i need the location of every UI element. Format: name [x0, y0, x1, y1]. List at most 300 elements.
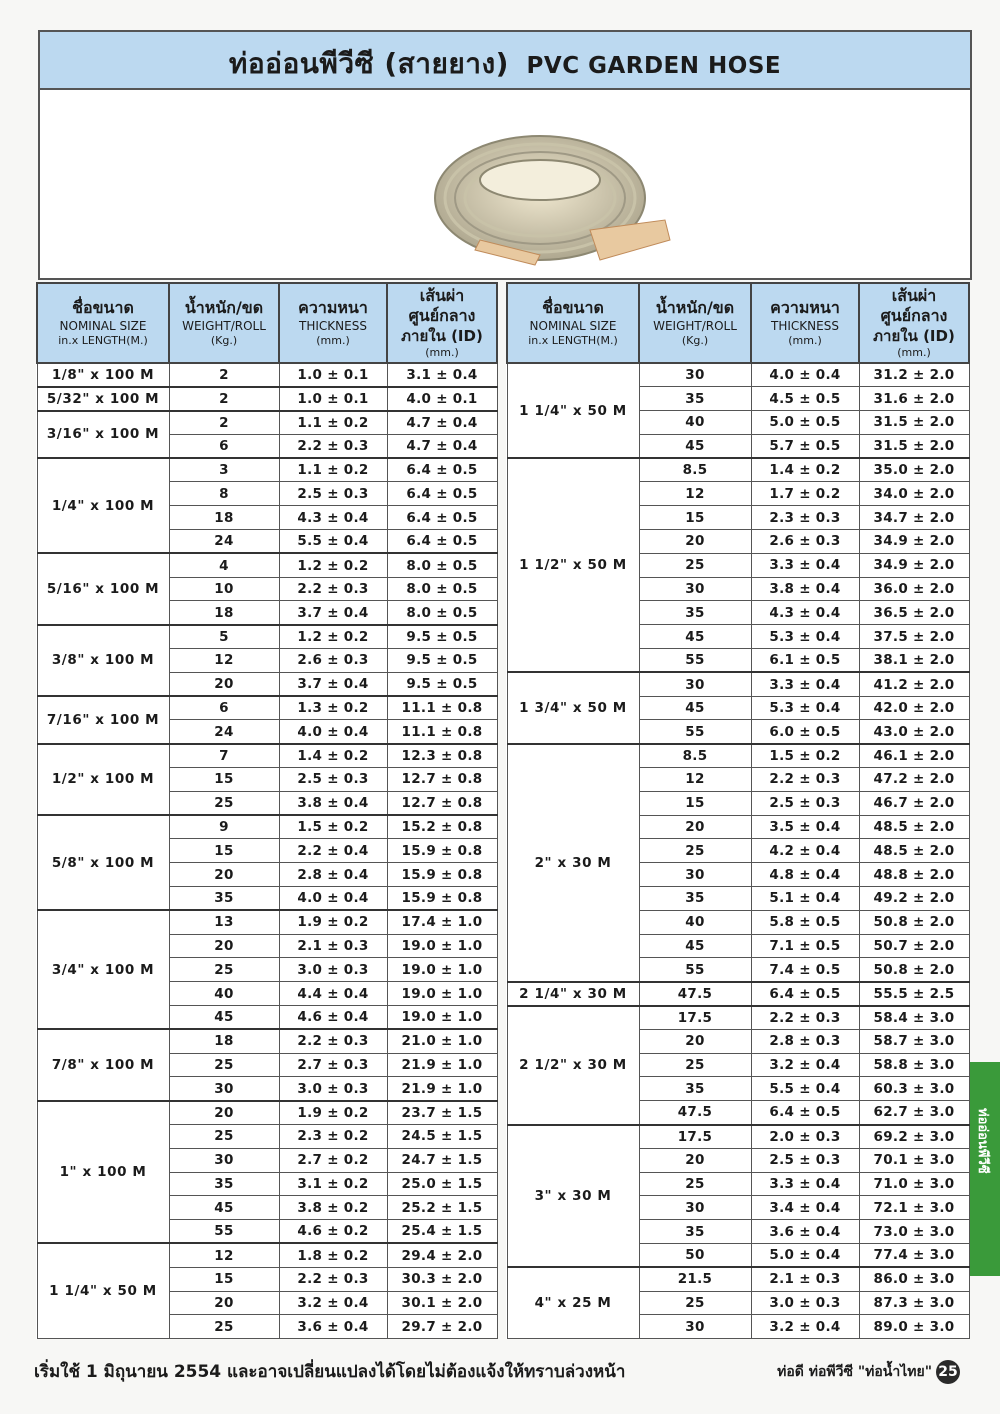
thickness-cell: 3.2 ± 0.4: [751, 1053, 859, 1077]
weight-cell: 2: [169, 411, 279, 435]
weight-cell: 25: [639, 1053, 751, 1077]
inner-diameter-cell: 36.5 ± 2.0: [859, 601, 969, 625]
thickness-cell: 3.2 ± 0.4: [279, 1291, 387, 1315]
weight-cell: 15: [169, 839, 279, 863]
weight-cell: 45: [169, 1006, 279, 1030]
thickness-cell: 3.6 ± 0.4: [751, 1220, 859, 1244]
weight-cell: 45: [169, 1196, 279, 1220]
thickness-cell: 3.3 ± 0.4: [751, 1172, 859, 1196]
thickness-cell: 1.4 ± 0.2: [751, 458, 859, 482]
side-tab-label: ท่ออ่อนพีวีซี: [975, 1108, 990, 1174]
thickness-cell: 2.6 ± 0.3: [279, 649, 387, 673]
header-size-thai: ชื่อขนาด: [542, 298, 604, 317]
thickness-cell: 6.4 ± 0.5: [751, 1101, 859, 1125]
thickness-cell: 1.9 ± 0.2: [279, 910, 387, 934]
header-size-thai: ชื่อขนาด: [72, 298, 134, 317]
thickness-cell: 3.7 ± 0.4: [279, 672, 387, 696]
thickness-cell: 2.8 ± 0.4: [279, 863, 387, 887]
thickness-cell: 1.2 ± 0.2: [279, 553, 387, 577]
header-id: [859, 283, 969, 363]
weight-cell: 55: [169, 1220, 279, 1244]
thickness-cell: 1.0 ± 0.1: [279, 387, 387, 411]
weight-cell: 45: [639, 625, 751, 649]
nominal-size-cell: 1/4" x 100 M: [37, 458, 169, 553]
table-row: [37, 625, 497, 649]
thickness-cell: 1.2 ± 0.2: [279, 625, 387, 649]
weight-cell: 12: [639, 768, 751, 792]
nominal-size-cell: 3/8" x 100 M: [37, 625, 169, 696]
table-row: [37, 458, 497, 482]
inner-diameter-cell: 43.0 ± 2.0: [859, 720, 969, 744]
weight-cell: 9: [169, 815, 279, 839]
thickness-cell: 6.0 ± 0.5: [751, 720, 859, 744]
inner-diameter-cell: 38.1 ± 2.0: [859, 649, 969, 673]
right-table-body: [507, 363, 969, 1339]
inner-diameter-cell: 9.5 ± 0.5: [387, 672, 497, 696]
inner-diameter-cell: 50.7 ± 2.0: [859, 934, 969, 958]
thickness-cell: 3.7 ± 0.4: [279, 601, 387, 625]
weight-cell: 25: [639, 553, 751, 577]
inner-diameter-cell: 21.9 ± 1.0: [387, 1053, 497, 1077]
thickness-cell: 5.1 ± 0.4: [751, 887, 859, 911]
inner-diameter-cell: 48.8 ± 2.0: [859, 863, 969, 887]
thickness-cell: 3.3 ± 0.4: [751, 672, 859, 696]
header-thickness-unit: (mm.): [316, 334, 350, 347]
weight-cell: 35: [639, 601, 751, 625]
inner-diameter-cell: 25.4 ± 1.5: [387, 1220, 497, 1244]
weight-cell: 20: [639, 1029, 751, 1053]
weight-cell: 30: [639, 1196, 751, 1220]
weight-cell: 55: [639, 649, 751, 673]
inner-diameter-cell: 8.0 ± 0.5: [387, 553, 497, 577]
weight-cell: 2: [169, 387, 279, 411]
inner-diameter-cell: 15.9 ± 0.8: [387, 839, 497, 863]
weight-cell: 45: [639, 696, 751, 720]
nominal-size-cell: 7/8" x 100 M: [37, 1029, 169, 1100]
inner-diameter-cell: 12.3 ± 0.8: [387, 744, 497, 768]
inner-diameter-cell: 19.0 ± 1.0: [387, 934, 497, 958]
nominal-size-cell: 1/8" x 100 M: [37, 363, 169, 387]
header-weight: [169, 283, 279, 363]
weight-cell: 40: [639, 411, 751, 435]
thickness-cell: 4.8 ± 0.4: [751, 863, 859, 887]
inner-diameter-cell: 15.9 ± 0.8: [387, 887, 497, 911]
inner-diameter-cell: 34.9 ± 2.0: [859, 553, 969, 577]
footer-brand-area: [777, 1360, 960, 1384]
inner-diameter-cell: 60.3 ± 3.0: [859, 1077, 969, 1101]
header-thickness: [279, 283, 387, 363]
thickness-cell: 5.0 ± 0.5: [751, 411, 859, 435]
header-weight: [639, 283, 751, 363]
thickness-cell: 2.5 ± 0.3: [751, 1148, 859, 1172]
weight-cell: 30: [639, 1315, 751, 1339]
nominal-size-cell: 2 1/2" x 30 M: [507, 1006, 639, 1125]
inner-diameter-cell: 41.2 ± 2.0: [859, 672, 969, 696]
weight-cell: 25: [169, 1053, 279, 1077]
thickness-cell: 3.8 ± 0.4: [279, 791, 387, 815]
thickness-cell: 5.0 ± 0.4: [751, 1243, 859, 1267]
weight-cell: 20: [639, 530, 751, 554]
thickness-cell: 1.8 ± 0.2: [279, 1243, 387, 1267]
inner-diameter-cell: 36.0 ± 2.0: [859, 577, 969, 601]
inner-diameter-cell: 46.7 ± 2.0: [859, 791, 969, 815]
weight-cell: 35: [169, 887, 279, 911]
table-row: [37, 387, 497, 411]
inner-diameter-cell: 6.4 ± 0.5: [387, 482, 497, 506]
weight-cell: 6: [169, 696, 279, 720]
header-weight-en: WEIGHT/ROLL: [182, 319, 266, 333]
weight-cell: 35: [169, 1172, 279, 1196]
thickness-cell: 2.2 ± 0.3: [279, 577, 387, 601]
weight-cell: 47.5: [639, 982, 751, 1006]
inner-diameter-cell: 11.1 ± 0.8: [387, 720, 497, 744]
weight-cell: 17.5: [639, 1125, 751, 1149]
table-row: [507, 1267, 969, 1291]
thickness-cell: 4.3 ± 0.4: [279, 506, 387, 530]
inner-diameter-cell: 4.0 ± 0.1: [387, 387, 497, 411]
header-thickness: [751, 283, 859, 363]
inner-diameter-cell: 50.8 ± 2.0: [859, 910, 969, 934]
thickness-cell: 1.1 ± 0.2: [279, 411, 387, 435]
thickness-cell: 2.0 ± 0.3: [751, 1125, 859, 1149]
inner-diameter-cell: 15.9 ± 0.8: [387, 863, 497, 887]
weight-cell: 12: [169, 1243, 279, 1267]
inner-diameter-cell: 62.7 ± 3.0: [859, 1101, 969, 1125]
inner-diameter-cell: 46.1 ± 2.0: [859, 744, 969, 768]
inner-diameter-cell: 4.7 ± 0.4: [387, 411, 497, 435]
nominal-size-cell: 3" x 30 M: [507, 1125, 639, 1268]
thickness-cell: 1.4 ± 0.2: [279, 744, 387, 768]
table-row: [37, 910, 497, 934]
table-row: [507, 1125, 969, 1149]
thickness-cell: 4.6 ± 0.4: [279, 1006, 387, 1030]
inner-diameter-cell: 4.7 ± 0.4: [387, 434, 497, 458]
thickness-cell: 4.0 ± 0.4: [279, 720, 387, 744]
inner-diameter-cell: 6.4 ± 0.5: [387, 530, 497, 554]
inner-diameter-cell: 47.2 ± 2.0: [859, 768, 969, 792]
header-id-en: ภายใน (ID): [401, 327, 483, 345]
header-size-unit: in.x LENGTH(M.): [58, 334, 148, 347]
weight-cell: 20: [639, 1148, 751, 1172]
inner-diameter-cell: 19.0 ± 1.0: [387, 1006, 497, 1030]
weight-cell: 30: [639, 577, 751, 601]
weight-cell: 15: [639, 791, 751, 815]
title-panel: [38, 30, 972, 280]
thickness-cell: 2.3 ± 0.2: [279, 1125, 387, 1149]
table-row: [507, 672, 969, 696]
header-thickness-en: THICKNESS: [299, 319, 367, 333]
weight-cell: 25: [169, 1125, 279, 1149]
weight-cell: 40: [169, 982, 279, 1006]
weight-cell: 6: [169, 434, 279, 458]
title-bar: [40, 32, 970, 90]
inner-diameter-cell: 55.5 ± 2.5: [859, 982, 969, 1006]
inner-diameter-cell: 58.8 ± 3.0: [859, 1053, 969, 1077]
header-id-thai: เส้นผ่าศูนย์กลาง: [880, 286, 948, 325]
inner-diameter-cell: 87.3 ± 3.0: [859, 1291, 969, 1315]
table-row: [37, 1101, 497, 1125]
header-thickness-en: THICKNESS: [771, 319, 839, 333]
inner-diameter-cell: 31.2 ± 2.0: [859, 363, 969, 387]
thickness-cell: 5.3 ± 0.4: [751, 696, 859, 720]
inner-diameter-cell: 25.0 ± 1.5: [387, 1172, 497, 1196]
inner-diameter-cell: 30.3 ± 2.0: [387, 1267, 497, 1291]
header-size: [37, 283, 169, 363]
thickness-cell: 4.6 ± 0.2: [279, 1220, 387, 1244]
table-row: [507, 744, 969, 768]
thickness-cell: 3.8 ± 0.4: [751, 577, 859, 601]
weight-cell: 25: [639, 1291, 751, 1315]
inner-diameter-cell: 8.0 ± 0.5: [387, 601, 497, 625]
header-id-unit: (mm.): [897, 346, 931, 359]
thickness-cell: 2.2 ± 0.4: [279, 839, 387, 863]
header-weight-thai: น้ำหนัก/ขด: [184, 298, 264, 317]
weight-cell: 12: [639, 482, 751, 506]
weight-cell: 30: [639, 672, 751, 696]
weight-cell: 18: [169, 601, 279, 625]
table-row: [507, 982, 969, 1006]
table-row: [37, 696, 497, 720]
weight-cell: 17.5: [639, 1006, 751, 1030]
footer-note: เริ่มใช้ 1 มิถุนายน 2554 และอาจเปลี่ยนแปลงได้โดยไม่ต้องแจ้งให้ทราบล่วงหน้า: [34, 1362, 626, 1382]
weight-cell: 7: [169, 744, 279, 768]
footer-brand: ท่อดี ท่อพีวีซี "ท่อน้ำไทย": [777, 1364, 932, 1380]
inner-diameter-cell: 89.0 ± 3.0: [859, 1315, 969, 1339]
thickness-cell: 6.4 ± 0.5: [751, 982, 859, 1006]
weight-cell: 40: [639, 910, 751, 934]
inner-diameter-cell: 9.5 ± 0.5: [387, 625, 497, 649]
inner-diameter-cell: 72.1 ± 3.0: [859, 1196, 969, 1220]
header-size-unit: in.x LENGTH(M.): [528, 334, 618, 347]
nominal-size-cell: 4" x 25 M: [507, 1267, 639, 1338]
header-id-unit: (mm.): [425, 346, 459, 359]
thickness-cell: 2.6 ± 0.3: [751, 530, 859, 554]
weight-cell: 45: [639, 934, 751, 958]
left-header-row: [37, 283, 497, 363]
inner-diameter-cell: 34.7 ± 2.0: [859, 506, 969, 530]
weight-cell: 20: [169, 934, 279, 958]
section-side-tab: [970, 1062, 1000, 1276]
weight-cell: 30: [169, 1148, 279, 1172]
header-weight-en: WEIGHT/ROLL: [653, 319, 737, 333]
thickness-cell: 3.5 ± 0.4: [751, 815, 859, 839]
nominal-size-cell: 5/8" x 100 M: [37, 815, 169, 910]
weight-cell: 30: [639, 363, 751, 387]
table-row: [37, 1243, 497, 1267]
header-id-en: ภายใน (ID): [873, 327, 955, 345]
inner-diameter-cell: 50.8 ± 2.0: [859, 958, 969, 982]
weight-cell: 8.5: [639, 458, 751, 482]
inner-diameter-cell: 70.1 ± 3.0: [859, 1148, 969, 1172]
inner-diameter-cell: 77.4 ± 3.0: [859, 1243, 969, 1267]
weight-cell: 30: [639, 863, 751, 887]
page-title: [229, 42, 781, 86]
table-row: [507, 363, 969, 387]
weight-cell: 25: [169, 958, 279, 982]
table-row: [37, 363, 497, 387]
inner-diameter-cell: 49.2 ± 2.0: [859, 887, 969, 911]
weight-cell: 20: [639, 815, 751, 839]
title-english: PVC GARDEN HOSE: [526, 53, 782, 79]
weight-cell: 30: [169, 1077, 279, 1101]
thickness-cell: 3.1 ± 0.2: [279, 1172, 387, 1196]
thickness-cell: 2.7 ± 0.3: [279, 1053, 387, 1077]
title-thai: ท่ออ่อนพีวีซี (สายยาง): [228, 47, 509, 80]
weight-cell: 20: [169, 672, 279, 696]
nominal-size-cell: 5/16" x 100 M: [37, 553, 169, 624]
thickness-cell: 2.5 ± 0.3: [279, 482, 387, 506]
weight-cell: 21.5: [639, 1267, 751, 1291]
inner-diameter-cell: 37.5 ± 2.0: [859, 625, 969, 649]
header-weight-unit: (Kg.): [681, 334, 709, 347]
thickness-cell: 5.3 ± 0.4: [751, 625, 859, 649]
thickness-cell: 1.1 ± 0.2: [279, 458, 387, 482]
header-size-en: NOMINAL SIZE: [59, 319, 147, 333]
thickness-cell: 2.5 ± 0.3: [751, 791, 859, 815]
nominal-size-cell: 1 1/2" x 50 M: [507, 458, 639, 672]
weight-cell: 25: [169, 791, 279, 815]
inner-diameter-cell: 12.7 ± 0.8: [387, 791, 497, 815]
thickness-cell: 4.0 ± 0.4: [751, 363, 859, 387]
thickness-cell: 2.7 ± 0.2: [279, 1148, 387, 1172]
inner-diameter-cell: 21.0 ± 1.0: [387, 1029, 497, 1053]
inner-diameter-cell: 19.0 ± 1.0: [387, 982, 497, 1006]
thickness-cell: 1.7 ± 0.2: [751, 482, 859, 506]
weight-cell: 20: [169, 1101, 279, 1125]
thickness-cell: 2.2 ± 0.3: [279, 1267, 387, 1291]
inner-diameter-cell: 48.5 ± 2.0: [859, 815, 969, 839]
weight-cell: 13: [169, 910, 279, 934]
weight-cell: 12: [169, 649, 279, 673]
thickness-cell: 1.5 ± 0.2: [279, 815, 387, 839]
thickness-cell: 3.0 ± 0.3: [279, 1077, 387, 1101]
inner-diameter-cell: 86.0 ± 3.0: [859, 1267, 969, 1291]
thickness-cell: 3.0 ± 0.3: [751, 1291, 859, 1315]
nominal-size-cell: 3/4" x 100 M: [37, 910, 169, 1029]
thickness-cell: 2.2 ± 0.3: [751, 768, 859, 792]
header-size-en: NOMINAL SIZE: [529, 319, 617, 333]
thickness-cell: 1.3 ± 0.2: [279, 696, 387, 720]
inner-diameter-cell: 24.7 ± 1.5: [387, 1148, 497, 1172]
thickness-cell: 2.2 ± 0.3: [279, 1029, 387, 1053]
inner-diameter-cell: 31.6 ± 2.0: [859, 387, 969, 411]
inner-diameter-cell: 6.4 ± 0.5: [387, 458, 497, 482]
thickness-cell: 1.9 ± 0.2: [279, 1101, 387, 1125]
table-row: [37, 815, 497, 839]
weight-cell: 35: [639, 1220, 751, 1244]
pvc-hose-roll-image: [420, 120, 680, 270]
inner-diameter-cell: 71.0 ± 3.0: [859, 1172, 969, 1196]
inner-diameter-cell: 11.1 ± 0.8: [387, 696, 497, 720]
thickness-cell: 2.1 ± 0.3: [279, 934, 387, 958]
nominal-size-cell: 1 3/4" x 50 M: [507, 672, 639, 743]
thickness-cell: 2.1 ± 0.3: [751, 1267, 859, 1291]
header-weight-unit: (Kg.): [210, 334, 238, 347]
product-photo-area: [40, 90, 970, 278]
inner-diameter-cell: 9.5 ± 0.5: [387, 649, 497, 673]
inner-diameter-cell: 48.5 ± 2.0: [859, 839, 969, 863]
thickness-cell: 3.3 ± 0.4: [751, 553, 859, 577]
nominal-size-cell: 7/16" x 100 M: [37, 696, 169, 744]
table-row: [37, 1029, 497, 1053]
thickness-cell: 3.2 ± 0.4: [751, 1315, 859, 1339]
weight-cell: 55: [639, 720, 751, 744]
inner-diameter-cell: 21.9 ± 1.0: [387, 1077, 497, 1101]
thickness-cell: 5.8 ± 0.5: [751, 910, 859, 934]
weight-cell: 24: [169, 530, 279, 554]
header-thickness-thai: ความหนา: [298, 298, 368, 317]
thickness-cell: 3.8 ± 0.2: [279, 1196, 387, 1220]
inner-diameter-cell: 35.0 ± 2.0: [859, 458, 969, 482]
right-spec-table: [506, 282, 970, 1339]
thickness-cell: 2.2 ± 0.3: [751, 1006, 859, 1030]
thickness-cell: 2.8 ± 0.3: [751, 1029, 859, 1053]
weight-cell: 10: [169, 577, 279, 601]
inner-diameter-cell: 17.4 ± 1.0: [387, 910, 497, 934]
inner-diameter-cell: 34.0 ± 2.0: [859, 482, 969, 506]
inner-diameter-cell: 58.4 ± 3.0: [859, 1006, 969, 1030]
inner-diameter-cell: 19.0 ± 1.0: [387, 958, 497, 982]
nominal-size-cell: 1 1/4" x 50 M: [37, 1243, 169, 1338]
nominal-size-cell: 2" x 30 M: [507, 744, 639, 982]
inner-diameter-cell: 24.5 ± 1.5: [387, 1125, 497, 1149]
inner-diameter-cell: 69.2 ± 3.0: [859, 1125, 969, 1149]
weight-cell: 15: [639, 506, 751, 530]
weight-cell: 3: [169, 458, 279, 482]
inner-diameter-cell: 12.7 ± 0.8: [387, 768, 497, 792]
thickness-cell: 5.5 ± 0.4: [279, 530, 387, 554]
weight-cell: 18: [169, 506, 279, 530]
table-row: [37, 744, 497, 768]
table-row: [507, 458, 969, 482]
inner-diameter-cell: 58.7 ± 3.0: [859, 1029, 969, 1053]
weight-cell: 8: [169, 482, 279, 506]
weight-cell: 35: [639, 387, 751, 411]
nominal-size-cell: 5/32" x 100 M: [37, 387, 169, 411]
inner-diameter-cell: 29.4 ± 2.0: [387, 1243, 497, 1267]
thickness-cell: 6.1 ± 0.5: [751, 649, 859, 673]
weight-cell: 20: [169, 863, 279, 887]
inner-diameter-cell: 6.4 ± 0.5: [387, 506, 497, 530]
thickness-cell: 4.0 ± 0.4: [279, 887, 387, 911]
weight-cell: 25: [639, 1172, 751, 1196]
weight-cell: 45: [639, 434, 751, 458]
nominal-size-cell: 1/2" x 100 M: [37, 744, 169, 815]
thickness-cell: 7.1 ± 0.5: [751, 934, 859, 958]
header-thickness-unit: (mm.): [788, 334, 822, 347]
header-thickness-thai: ความหนา: [770, 298, 840, 317]
inner-diameter-cell: 29.7 ± 2.0: [387, 1315, 497, 1339]
weight-cell: 47.5: [639, 1101, 751, 1125]
weight-cell: 20: [169, 1291, 279, 1315]
weight-cell: 50: [639, 1243, 751, 1267]
inner-diameter-cell: 15.2 ± 0.8: [387, 815, 497, 839]
weight-cell: 18: [169, 1029, 279, 1053]
header-id: [387, 283, 497, 363]
nominal-size-cell: 1 1/4" x 50 M: [507, 363, 639, 458]
thickness-cell: 4.2 ± 0.4: [751, 839, 859, 863]
thickness-cell: 2.3 ± 0.3: [751, 506, 859, 530]
weight-cell: 15: [169, 768, 279, 792]
thickness-cell: 4.5 ± 0.5: [751, 387, 859, 411]
inner-diameter-cell: 30.1 ± 2.0: [387, 1291, 497, 1315]
weight-cell: 25: [639, 839, 751, 863]
thickness-cell: 5.5 ± 0.4: [751, 1077, 859, 1101]
thickness-cell: 4.3 ± 0.4: [751, 601, 859, 625]
thickness-cell: 1.5 ± 0.2: [751, 744, 859, 768]
thickness-cell: 4.4 ± 0.4: [279, 982, 387, 1006]
weight-cell: 2: [169, 363, 279, 387]
